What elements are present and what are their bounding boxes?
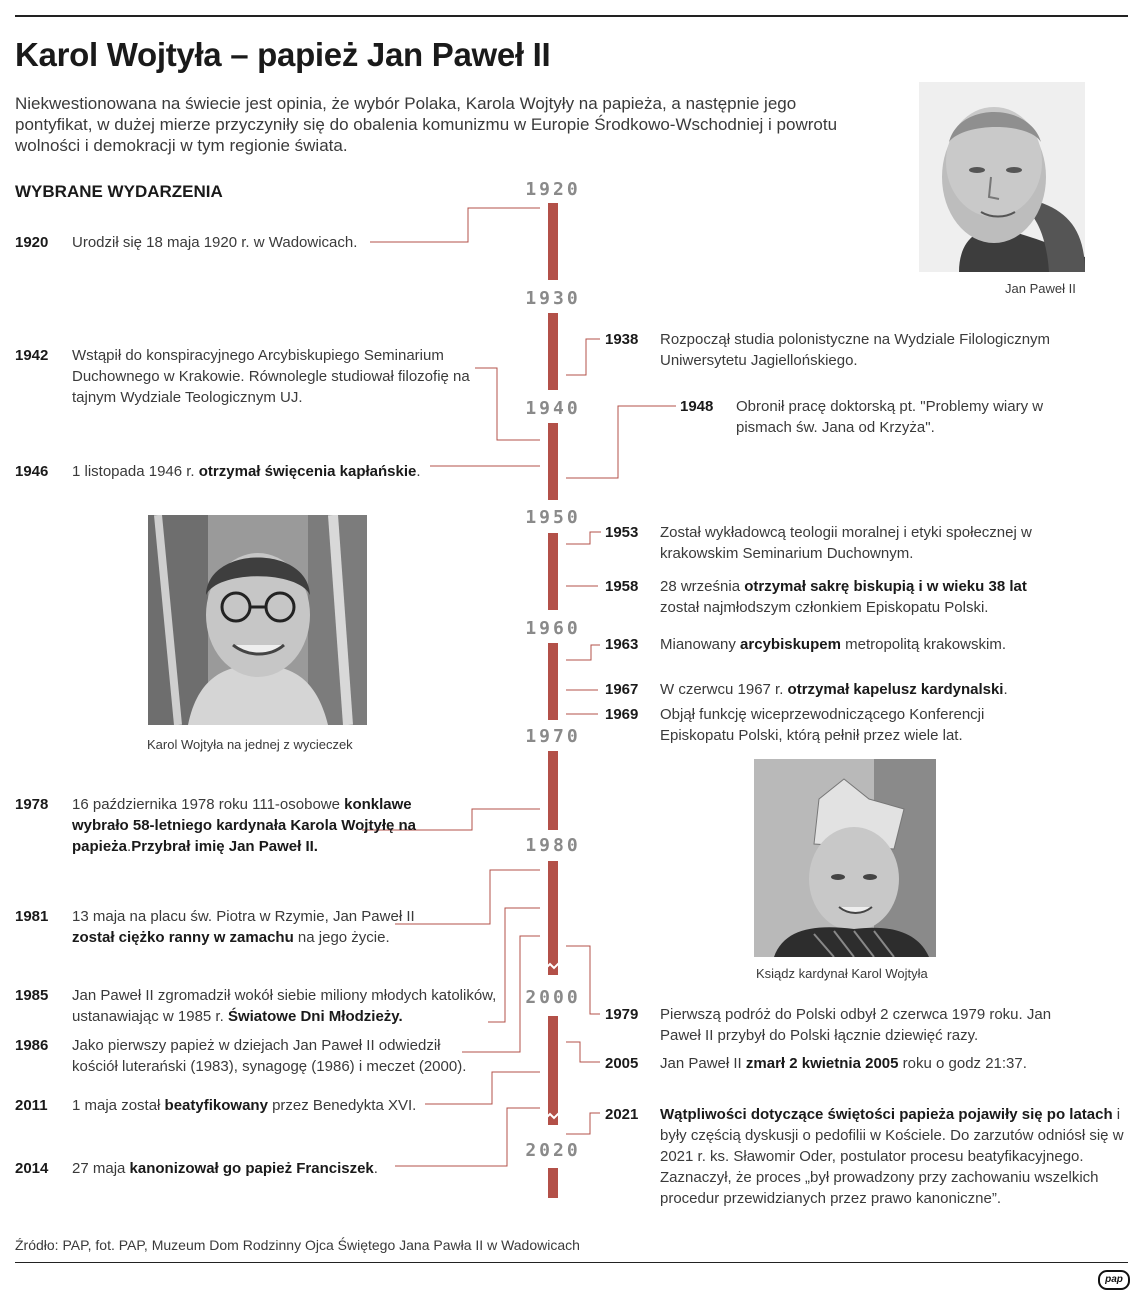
event-description (660, 1004, 1075, 1046)
event-text: i były częścią dyskusji o pedofilii w Kościele. Do zarzutów odniósł się w 2021 r. ks. Sławomir Oder, postulator procesu beatyfikacyjnego. Zaznaczył, że proces „był prowadzony przy zachowaniu wszelkich procedur przewidzianych przez prawo kanoniczne”. (660, 1106, 1124, 1207)
event-description (660, 1053, 1075, 1074)
event-text: został najmłodszym członkiem Episkopatu Polski. (660, 599, 989, 616)
event-text: Został wykładowcą teologii moralnej i etyki społecznej w krakowskim Seminarium Duchownym. (660, 524, 1032, 562)
timeline-segment (548, 751, 558, 830)
event-year: 2011 (15, 1097, 48, 1114)
event-text: Obronił pracę doktorską pt. "Problemy wiary w pismach św. Jana od Krzyża". (736, 398, 1044, 436)
connector-2005 (566, 1042, 600, 1062)
event-year: 1969 (605, 706, 639, 723)
event-description (72, 232, 375, 253)
bottom-rule (15, 1262, 1128, 1263)
event-text: Objął funkcję wiceprzewodniczącego Konferencji Episkopatu Polski, którą pełnił przez wiele lat. (660, 706, 985, 744)
decade-label: 1950 (525, 507, 581, 528)
pope-caption: Jan Paweł II (1005, 281, 1076, 296)
event-text: Mianowany (660, 636, 741, 653)
event-text: metropolitą krakowskim. (840, 636, 1006, 653)
event-description (72, 345, 475, 408)
event-text: . (373, 1160, 378, 1177)
decade-label: 2020 (525, 1140, 581, 1161)
event-text: W czerwcu 1967 r. (660, 681, 788, 698)
timeline-segment (548, 1168, 558, 1198)
event-text: 28 września (660, 578, 745, 595)
section-title: WYBRANE WYDARZENIA (15, 182, 223, 201)
event-description (660, 1104, 1135, 1209)
intro-text: Niekwestionowana na świecie jest opinia, że wybór Polaka, Karola Wojtyły na papieża, a następnie jego pontyfikat, w dużej mierze przyczyniły się do obalenia komunizmu w Europie Środkowo-Wschodniej i powrotu wolności i demokracji w tym regionie świata. (15, 94, 838, 155)
decade-label: 1940 (525, 398, 581, 419)
decade-label: 1960 (525, 618, 581, 639)
event-text: Urodził się 18 maja 1920 r. w Wadowicach. (72, 234, 358, 251)
event-text: . (127, 838, 132, 855)
event-year: 1920 (15, 234, 49, 251)
cardinal-photo (754, 759, 936, 957)
event-text: przez Benedykta XVI. (267, 1097, 417, 1114)
event-text: Jan Paweł II (660, 1055, 746, 1072)
connector-2021 (566, 1113, 600, 1134)
event-year: 1985 (15, 987, 49, 1004)
event-description (72, 1158, 415, 1179)
event-text-bold: zmarł 2 kwietnia 2005 (745, 1055, 899, 1072)
event-text-bold: Przybrał imię Jan Paweł II. (131, 838, 318, 855)
event-year: 2021 (605, 1106, 639, 1123)
event-year: 1967 (605, 681, 639, 698)
event-1942 (15, 345, 475, 425)
event-text: 1 listopada 1946 r. (72, 463, 199, 480)
event-text: roku o godz 21:37. (898, 1055, 1027, 1072)
decade-label: 2000 (525, 987, 581, 1008)
event-description (660, 704, 1025, 746)
event-description (660, 522, 1055, 564)
event-text-bold: Wątpliwości dotyczące świętości papieża pojawiły się po latach (660, 1106, 1113, 1123)
event-text-bold: konklawe wybrało 58-letniego kardynała Karola Wojtyłę na papieża (72, 796, 416, 855)
event-2021 (605, 1104, 1135, 1207)
decade-label: 1920 (525, 179, 581, 200)
event-year: 1953 (605, 524, 639, 541)
event-description (72, 461, 455, 482)
event-text: Wstąpił do konspiracyjnego Arcybiskupiego Seminarium Duchownego w Krakowie. Równolegle studiował filozofię na tajnym Wydziale Teologicznym UJ. (72, 347, 470, 406)
event-description (660, 634, 1065, 655)
event-description (72, 1035, 475, 1077)
event-2014 (15, 1158, 415, 1238)
cardinal-caption: Ksiądz kardynał Karol Wojtyła (756, 966, 928, 981)
event-text-bold: Światowe Dni Młodzieży. (227, 1008, 403, 1025)
event-1978 (15, 794, 435, 874)
event-text-bold: otrzymał święcenia kapłańskie (198, 463, 417, 480)
event-year: 1986 (15, 1037, 49, 1054)
event-description (736, 396, 1080, 438)
timeline-segment (548, 313, 558, 390)
page-title: Karol Wojtyła – papież Jan Paweł II (15, 36, 551, 73)
event-text: Pierwszą podróż do Polski odbył 2 czerwca 1979 roku. Jan Paweł II przybył do Polski łącznie dziewięć razy. (660, 1006, 1052, 1044)
event-description (660, 329, 1075, 371)
pope-portrait-photo (919, 82, 1085, 272)
event-text-bold: został ciężko ranny w zamachu (72, 929, 294, 946)
event-year: 1938 (605, 331, 639, 348)
event-year: 2014 (15, 1160, 49, 1177)
pap-logo: pap (1098, 1270, 1130, 1290)
event-description (660, 576, 1065, 618)
event-text: 1 maja został (72, 1097, 165, 1114)
event-1948 (680, 396, 1080, 476)
connector-1953 (566, 532, 601, 544)
timeline-segment (548, 423, 558, 500)
event-year: 1942 (15, 347, 49, 364)
event-text: na jego życie. (293, 929, 390, 946)
event-text-bold: arcybiskupem (740, 636, 841, 653)
event-year: 1978 (15, 796, 49, 813)
event-text-bold: otrzymał sakrę biskupią i w wieku 38 lat (744, 578, 1027, 595)
source-note: Źródło: PAP, fot. PAP, Muzeum Dom Rodzinny Ojca Świętego Jana Pawła II w Wadowicach (15, 1237, 580, 1253)
event-1920 (15, 232, 375, 312)
event-year: 1981 (15, 908, 49, 925)
event-text-bold: otrzymał kapelusz kardynalski (787, 681, 1004, 698)
event-text: Jan Paweł II zgromadził wokół siebie miliony młodych katolików, ustanawiając w 1985 r. (72, 987, 497, 1025)
pope-portrait-image (919, 82, 1085, 272)
timeline-segment (548, 1016, 558, 1125)
event-text: Jako pierwszy papież w dziejach Jan Paweł II odwiedził kościół luterański (1983), synagogę (1986) i meczet (2000). (72, 1037, 467, 1075)
event-description (660, 679, 1065, 700)
cardinal-image (754, 759, 936, 957)
event-description (72, 985, 515, 1027)
event-year: 1963 (605, 636, 639, 653)
young-wojtyla-photo (148, 515, 367, 725)
timeline-segment (548, 861, 558, 975)
timeline-segment (548, 643, 558, 720)
event-text-bold: kanonizował go papież Franciszek (129, 1160, 374, 1177)
timeline-segment (548, 203, 558, 280)
connector-1920 (370, 208, 540, 242)
decade-label: 1970 (525, 726, 581, 747)
event-text: . (1003, 681, 1008, 698)
event-year: 1946 (15, 463, 49, 480)
event-text: . (416, 463, 421, 480)
event-year: 1948 (680, 398, 714, 415)
connector-1963 (566, 645, 600, 660)
young-wojtyla-image (148, 515, 367, 725)
event-text: 16 października 1978 roku 111-osobowe (72, 796, 345, 813)
event-description (72, 794, 435, 857)
timeline-bars (546, 203, 560, 1198)
decade-label: 1980 (525, 835, 581, 856)
event-year: 2005 (605, 1055, 639, 1072)
event-description (72, 1095, 435, 1116)
event-text: 13 maja na placu św. Piotra w Rzymie, Jan Paweł II (72, 908, 415, 925)
young-wojtyla-caption: Karol Wojtyła na jednej z wycieczek (147, 737, 353, 752)
decade-label: 1930 (525, 288, 581, 309)
event-1981 (15, 906, 435, 986)
event-description (72, 906, 435, 948)
event-text-bold: beatyfikowany (164, 1097, 268, 1114)
connector-1938 (566, 339, 600, 375)
event-text: Rozpoczął studia polonistyczne na Wydziale Filologicznym Uniwersytetu Jagiellońskiego. (660, 331, 1051, 369)
event-text: 27 maja (72, 1160, 130, 1177)
timeline-segment (548, 533, 558, 610)
event-year: 1979 (605, 1006, 639, 1023)
event-year: 1958 (605, 578, 639, 595)
